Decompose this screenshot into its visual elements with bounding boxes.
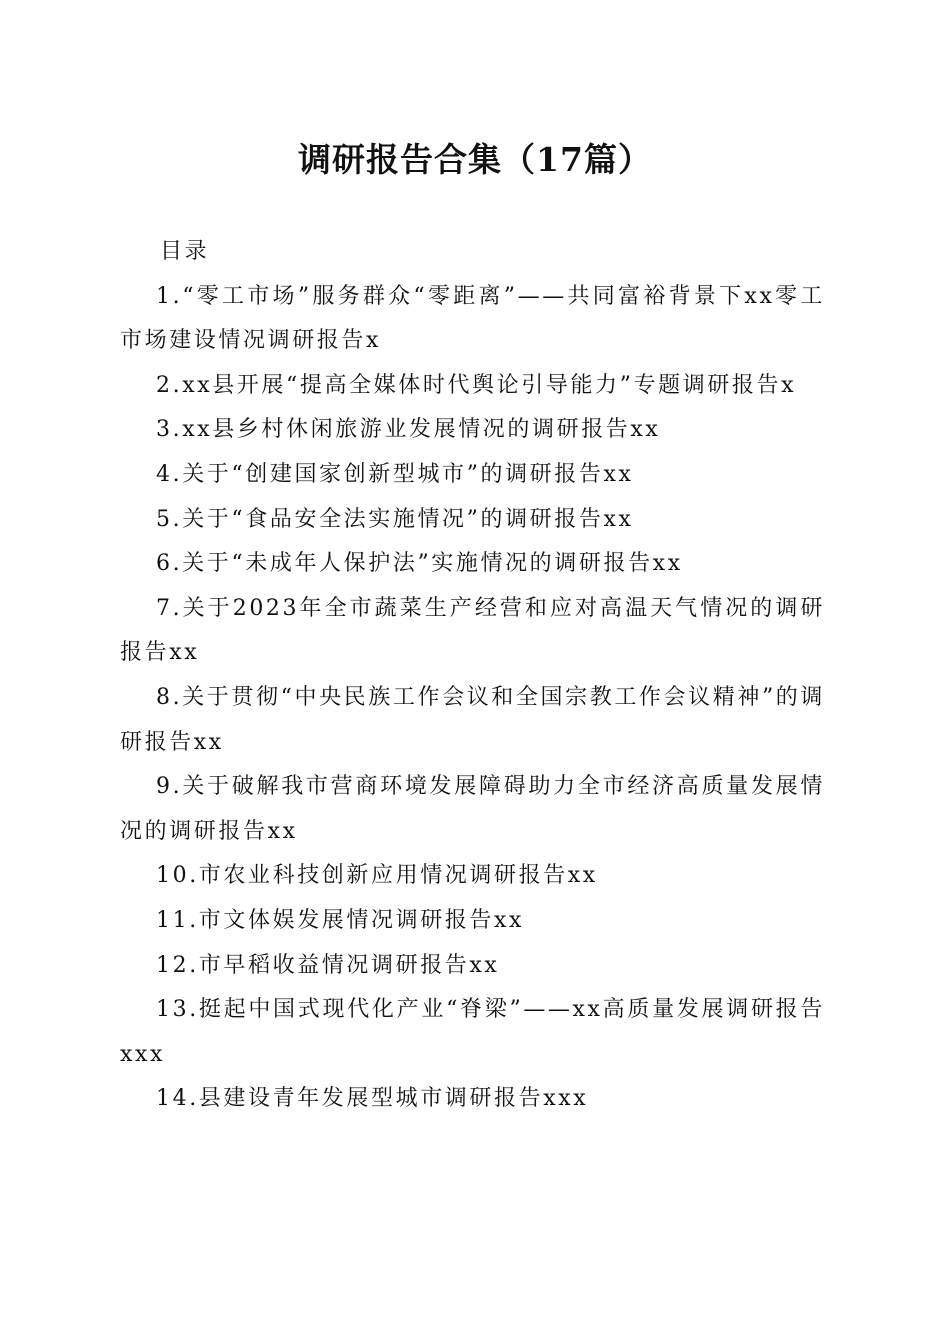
toc-heading: 目录 <box>160 239 210 264</box>
toc-item-9: 9.关于破解我市营商环境发展障碍助力全市经济高质量发展情况的调研报告xx <box>120 774 825 844</box>
toc-item-10: 10.市农业科技创新应用情况调研报告xx <box>156 863 598 889</box>
toc-item-4: 4.关于“创建国家创新型城市”的调研报告xx <box>156 461 634 487</box>
toc-item-12: 12.市早稻收益情况调研报告xx <box>156 952 500 978</box>
toc-item-13: 13.挺起中国式现代化产业“脊梁”——xx高质量发展调研报告xxx <box>120 997 825 1067</box>
document-title: 调研报告合集（17篇） <box>298 140 652 179</box>
toc-item-6: 6.关于“未成年人保护法”实施情况的调研报告xx <box>156 551 683 577</box>
toc-item-8: 8.关于贯彻“中央民族工作会议和全国宗教工作会议精神”的调研报告xx <box>120 684 825 755</box>
toc-item-1: 1.“零工市场”服务群众“零距离”——共同富裕背景下xx零工市场建设情况调研报告x <box>120 283 825 354</box>
toc-item-5: 5.关于“食品安全法实施情况”的调研报告xx <box>156 506 634 532</box>
table-of-contents <box>120 230 825 1122</box>
toc-item-14: 14.县建设青年发展型城市调研报告xxx <box>156 1086 589 1112</box>
toc-item-2: 2.xx县开展“提高全媒体时代舆论引导能力”专题调研报告x <box>156 372 797 398</box>
toc-item-7: 7.关于2023年全市蔬菜生产经营和应对高温天气情况的调研报告xx <box>120 595 825 666</box>
toc-item-11: 11.市文体娱发展情况调研报告xx <box>156 907 525 933</box>
toc-item-3: 3.xx县乡村休闲旅游业发展情况的调研报告xx <box>156 417 661 443</box>
